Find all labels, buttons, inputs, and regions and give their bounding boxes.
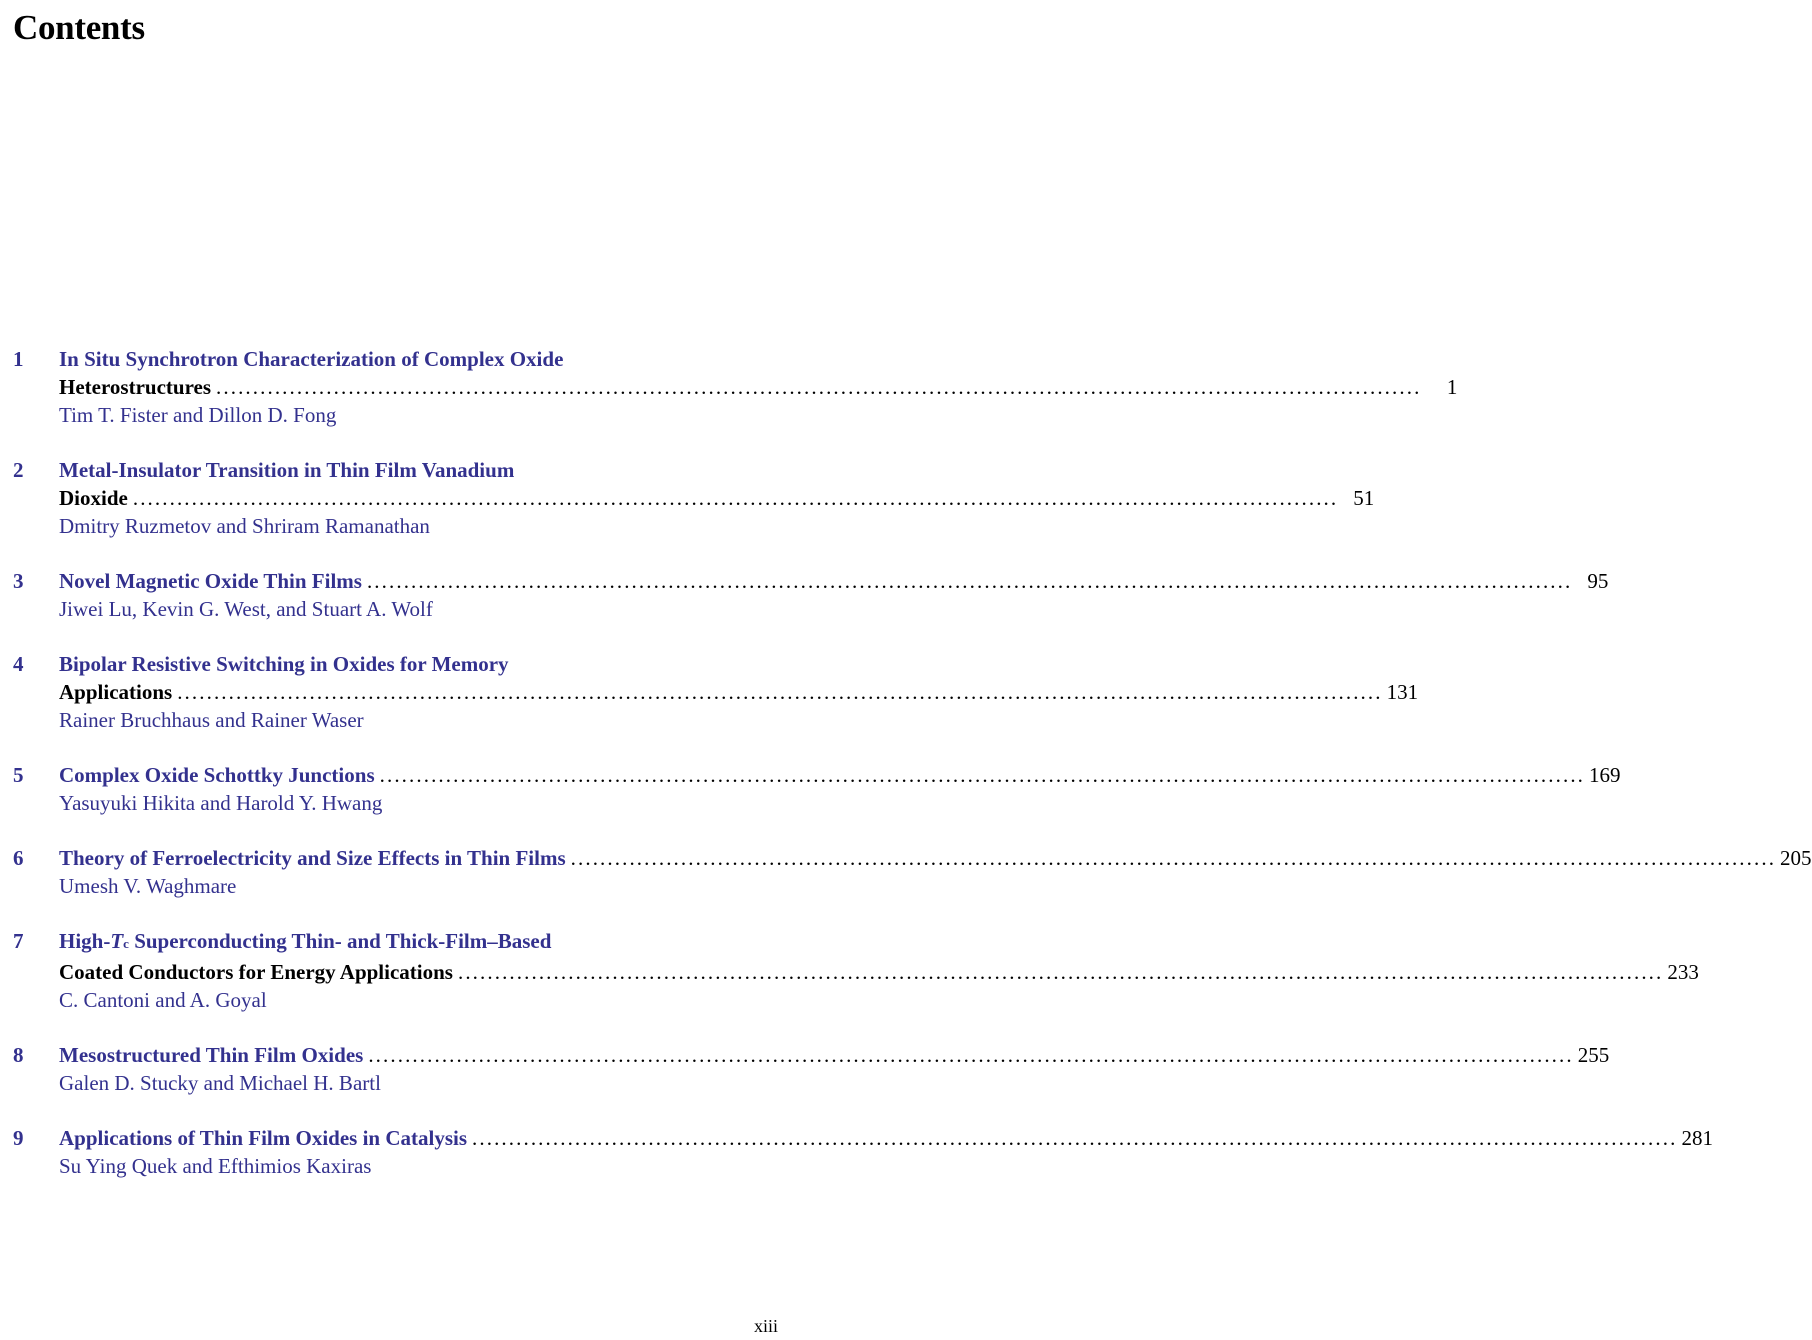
chapter-number: 6 [13, 846, 24, 870]
chapter-title[interactable]: Novel Magnetic Oxide Thin Films [59, 569, 362, 593]
chapter-title-line-1[interactable]: Metal-Insulator Transition in Thin Film Vanadium [59, 458, 515, 482]
toc-entry-chapter-4[interactable] [13, 650, 1419, 734]
chapter-title-line-1[interactable] [59, 927, 778, 958]
dot-leader: .................................................................................................................................................................... [177, 680, 1383, 704]
chapter-title-line-2[interactable]: Coated Conductors for Energy Applications [59, 960, 453, 984]
toc-entry-chapter-3[interactable] [13, 567, 1609, 623]
chapter-number: 2 [13, 458, 24, 482]
chapter-authors: Jiwei Lu, Kevin G. West, and Stuart A. Wolf [59, 597, 433, 621]
page-number[interactable]: 255 [1577, 1043, 1610, 1067]
chapter-title-line-2[interactable]: Applications [59, 680, 173, 704]
chapter-title[interactable]: Mesostructured Thin Film Oxides [59, 1043, 364, 1067]
dot-leader: .................................................................................................................................................................... [472, 1126, 1678, 1150]
chapter-number: 7 [13, 929, 24, 953]
chapter-authors: Umesh V. Waghmare [59, 874, 237, 898]
toc-entry-chapter-1[interactable] [13, 345, 1458, 429]
chapter-title-line-2[interactable]: Dioxide [59, 486, 128, 510]
chapter-authors: Yasuyuki Hikita and Harold Y. Hwang [59, 791, 383, 815]
chapter-authors: Tim T. Fister and Dillon D. Fong [59, 403, 337, 427]
chapter-authors: C. Cantoni and A. Goyal [59, 988, 267, 1012]
chapter-authors: Galen D. Stucky and Michael H. Bartl [59, 1071, 381, 1095]
chapter-title[interactable]: Applications of Thin Film Oxides in Catalysis [59, 1126, 468, 1150]
toc-entry-chapter-7[interactable] [13, 927, 1699, 1014]
dot-leader: .................................................................................................................................................................... [216, 375, 1422, 399]
chapter-authors: Rainer Bruchhaus and Rainer Waser [59, 708, 364, 732]
chapter-number: 3 [13, 569, 24, 593]
chapter-title-line-2[interactable]: Heterostructures [59, 375, 212, 399]
tc-subscript: c [123, 936, 129, 951]
page-number[interactable]: 205 [1780, 846, 1812, 870]
page-number[interactable]: 1 [1446, 375, 1458, 399]
toc-entry-chapter-8[interactable] [13, 1041, 1610, 1097]
dot-leader: .................................................................................................................................................................... [570, 846, 1777, 870]
table-of-contents [13, 345, 1812, 1180]
page-folio: xiii [753, 1316, 778, 1336]
chapter-title-line-1[interactable]: In Situ Synchrotron Characterization of Complex Oxide [59, 347, 564, 371]
toc-entry-chapter-9[interactable] [13, 1124, 1713, 1180]
title-suffix: Superconducting Thin- and Thick-Film–Based [128, 929, 552, 953]
tc-symbol: T [110, 929, 124, 953]
dot-leader: .................................................................................................................................................................... [366, 569, 1573, 593]
toc-entry-chapter-2[interactable] [13, 456, 1375, 540]
page-number[interactable]: 131 [1386, 680, 1419, 704]
page-number[interactable]: 281 [1681, 1126, 1713, 1150]
page-number[interactable]: 51 [1353, 486, 1375, 510]
chapter-number: 9 [13, 1126, 24, 1150]
chapter-authors: Su Ying Quek and Efthimios Kaxiras [59, 1154, 372, 1178]
page-number[interactable]: 169 [1589, 763, 1621, 787]
toc-entry-chapter-5[interactable] [13, 761, 1621, 817]
dot-leader: .................................................................................................................................................................... [457, 960, 1664, 984]
chapter-title[interactable]: Complex Oxide Schottky Junctions [59, 763, 375, 787]
title-prefix: High- [59, 929, 111, 953]
page-title: Contents [13, 8, 145, 47]
chapter-authors: Dmitry Ruzmetov and Shriram Ramanathan [59, 514, 430, 538]
chapter-number: 5 [13, 763, 24, 787]
page-number[interactable]: 233 [1667, 960, 1699, 984]
dot-leader: .................................................................................................................................................................... [368, 1043, 1574, 1067]
toc-entry-chapter-6[interactable] [13, 844, 1812, 900]
dot-leader: .................................................................................................................................................................... [132, 486, 1339, 510]
chapter-number: 8 [13, 1043, 24, 1067]
dot-leader: .................................................................................................................................................................... [379, 763, 1586, 787]
chapter-title-line-1[interactable]: Bipolar Resistive Switching in Oxides for Memory [59, 652, 509, 676]
page-number[interactable]: 95 [1587, 569, 1609, 593]
chapter-title[interactable]: Theory of Ferroelectricity and Size Effects in Thin Films [59, 846, 566, 870]
chapter-number: 4 [13, 652, 24, 676]
chapter-number: 1 [13, 347, 24, 371]
